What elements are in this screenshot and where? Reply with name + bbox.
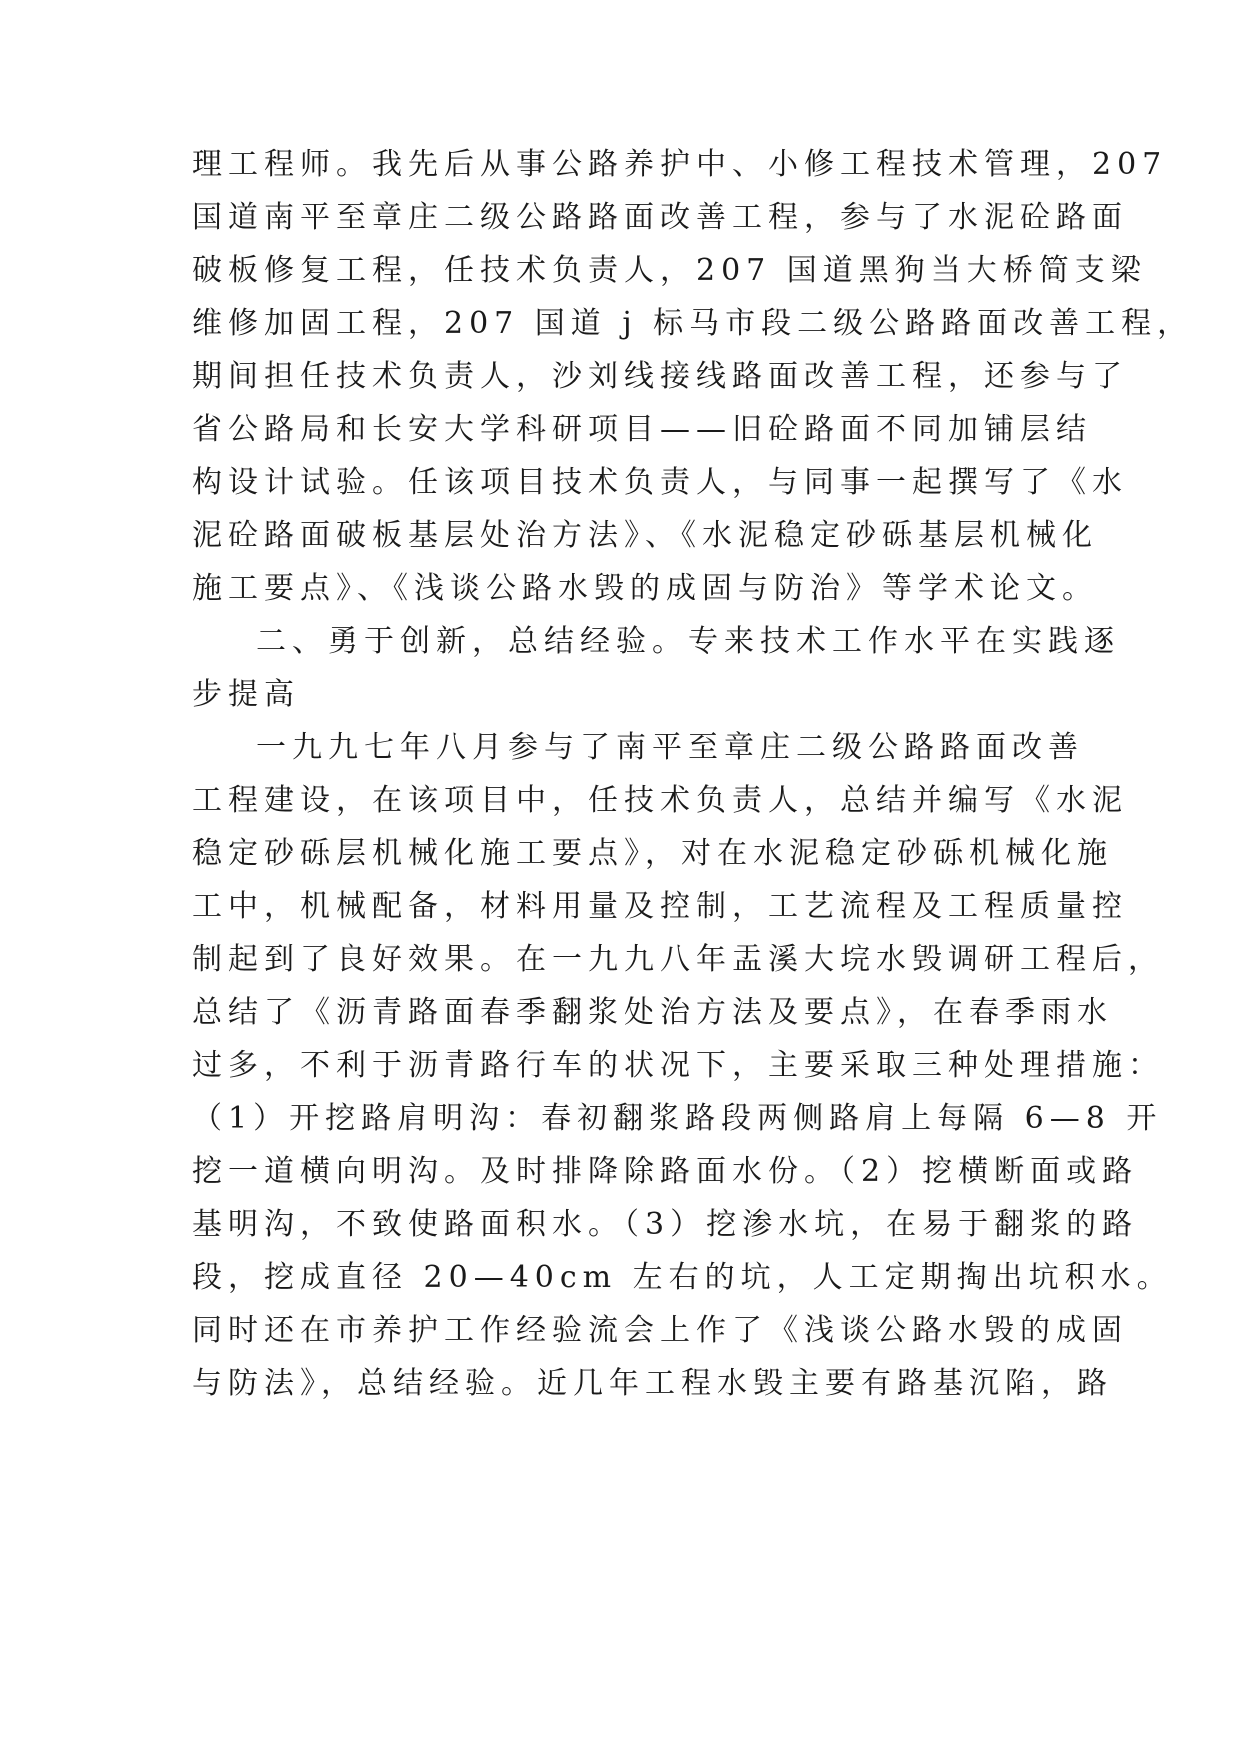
section-heading: 二、勇于创新，总结经验。专来技术工作水平在实践逐: [256, 624, 1120, 659]
text-line: 稳定砂砾层机械化施工要点》，对在水泥稳定砂砾机械化施: [192, 836, 1113, 871]
section-heading-continued: 步提高: [192, 677, 300, 712]
text-line: 同时还在市养护工作经验流会上作了《浅谈公路水毁的成固: [192, 1313, 1128, 1348]
text-line: 施工要点》、《浅谈公路水毁的成固与防治》等学术论文。: [192, 571, 1098, 606]
text-line: 总结了《沥青路面春季翻浆处治方法及要点》，在春季雨水: [192, 995, 1113, 1030]
text-line: 工程建设，在该项目中，任技术负责人，总结并编写《水泥: [192, 783, 1128, 818]
text-line: 省公路局和长安大学科研项目——旧砼路面不同加铺层结: [192, 412, 1092, 447]
text-line: （1）开挖路肩明沟：春初翻浆路段两侧路肩上每隔 6—8 开: [192, 1101, 1163, 1136]
text-line: 维修加固工程，207 国道 j 标马市段二级公路路面改善工程，: [192, 306, 1194, 341]
text-line: 理工程师。我先后从事公路养护中、小修工程技术管理，207: [192, 147, 1168, 182]
text-line: 段，挖成直径 20—40cm 左右的坑，人工定期掏出坑积水。: [192, 1260, 1173, 1295]
text-line: 与防法》，总结经验。近几年工程水毁主要有路基沉陷，路: [192, 1366, 1113, 1401]
text-line: 过多，不利于沥青路行车的状况下，主要采取三种处理措施：: [192, 1048, 1164, 1083]
text-line: 国道南平至章庄二级公路路面改善工程，参与了水泥砼路面: [192, 200, 1128, 235]
text-line: 破板修复工程，任技术负责人，207 国道黑狗当大桥简支梁: [192, 253, 1147, 288]
text-line: 泥砼路面破板基层处治方法》、《水泥稳定砂砾基层机械化: [192, 518, 1098, 553]
text-line: 挖一道横向明沟。及时排降除路面水份。（2）挖横断面或路: [192, 1154, 1139, 1189]
text-line: 构设计试验。任该项目技术负责人，与同事一起撰写了《水: [192, 465, 1128, 500]
text-line: 工中，机械配备，材料用量及控制，工艺流程及工程质量控: [192, 889, 1128, 924]
text-line: 制起到了良好效果。在一九九八年盂溪大垸水毁调研工程后，: [192, 942, 1164, 977]
text-line: 期间担任技术负责人，沙刘线接线路面改善工程，还参与了: [192, 359, 1128, 394]
text-line: 基明沟，不致使路面积水。（3）挖渗水坑，在易于翻浆的路: [192, 1207, 1139, 1242]
paragraph-start: 一九九七年八月参与了南平至章庄二级公路路面改善: [256, 730, 1084, 765]
